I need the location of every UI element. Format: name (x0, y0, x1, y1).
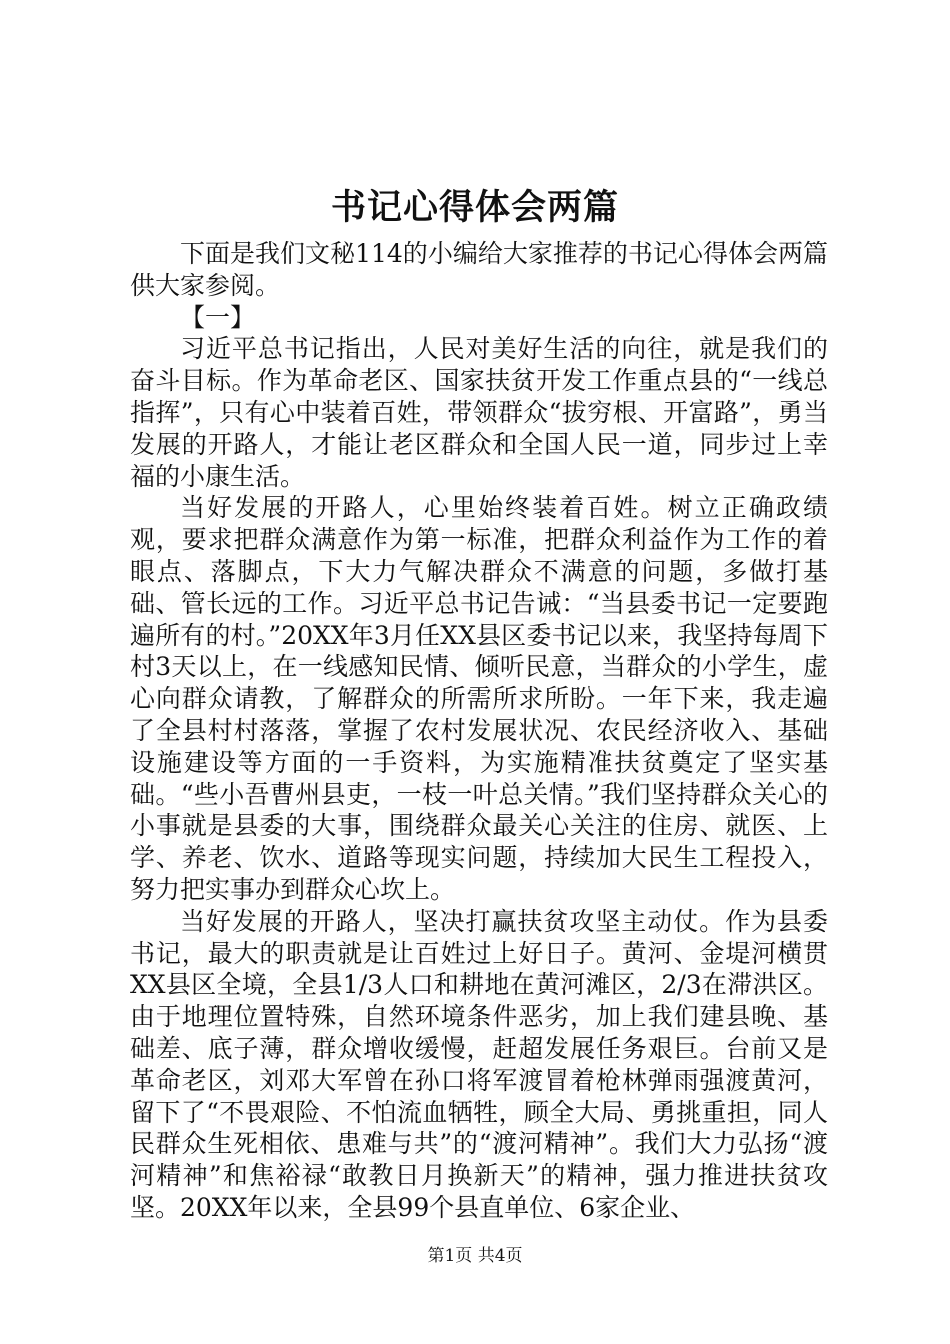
page-number-footer: 第1页 共4页 (427, 1246, 523, 1266)
document-body (130, 238, 828, 1224)
document-title: 书记心得体会两篇 (330, 187, 619, 228)
body-paragraph: 当好发展的开路人，坚决打赢扶贫攻坚主动仗。作为县委书记，最大的职责就是让百姓过上好日子。黄河、金堤河横贯XX县区全境，全县1/3人口和耕地在黄河滩区，2/3在滞洪区。由于地理位置特殊，自然环境条件恶劣，加上我们建县晚、基础差、底子薄，群众增收缓慢，赶超发展任务艰巨。台前又是革命老区，刘邓大军曾在孙口将军渡冒着枪林弹雨强渡黄河，留下了“不畏艰险、不怕流血牺牲，顾全大局、勇挑重担，同人民群众生死相依、患难与共”的“渡河精神”。我们大力弘扬“渡河精神”和焦裕禄“敢教日月换新天”的精神，强力推进扶贫攻坚。20XX年以来，全县99个县直单位、6家企业、 (130, 906, 828, 1222)
body-paragraph: 习近平总书记指出，人民对美好生活的向往，就是我们的奋斗目标。作为革命老区、国家扶贫开发工作重点县的“一线总指挥”，只有心中装着百姓，带领群众“拔穷根、开富路”，勇当发展的开路人，才能让老区群众和全国人民一道，同步过上幸福的小康生活。 (130, 334, 828, 491)
intro-paragraph: 下面是我们文秘114的小编给大家推荐的书记心得体会两篇供大家参阅。 (130, 239, 828, 300)
body-paragraph: 当好发展的开路人，心里始终装着百姓。树立正确政绩观，要求把群众满意作为第一标准，把群众利益作为工作的着眼点、落脚点，下大力气解决群众不满意的问题，多做打基础、管长远的工作。习近平总书记告诫：“当县委书记一定要跑遍所有的村。”20XX年3月任XX县区委书记以来，我坚持每周下村3天以上，在一线感知民情、倾听民意，当群众的小学生，虚心向群众请教，了解群众的所需所求所盼。一年下来，我走遍了全县村村落落，掌握了农村发展状况、农民经济收入、基础设施建设等方面的一手资料，为实施精准扶贫奠定了坚实基础。“些小吾曹州县吏，一枝一叶总关情。”我们坚持群众关心的小事就是县委的大事，围绕群众最关心关注的住房、就医、上学、养老、饮水、道路等现实问题，持续加大民生工程投入，努力把实事办到群众心坎上。 (130, 493, 828, 904)
section-heading: 【一】 (180, 302, 256, 332)
